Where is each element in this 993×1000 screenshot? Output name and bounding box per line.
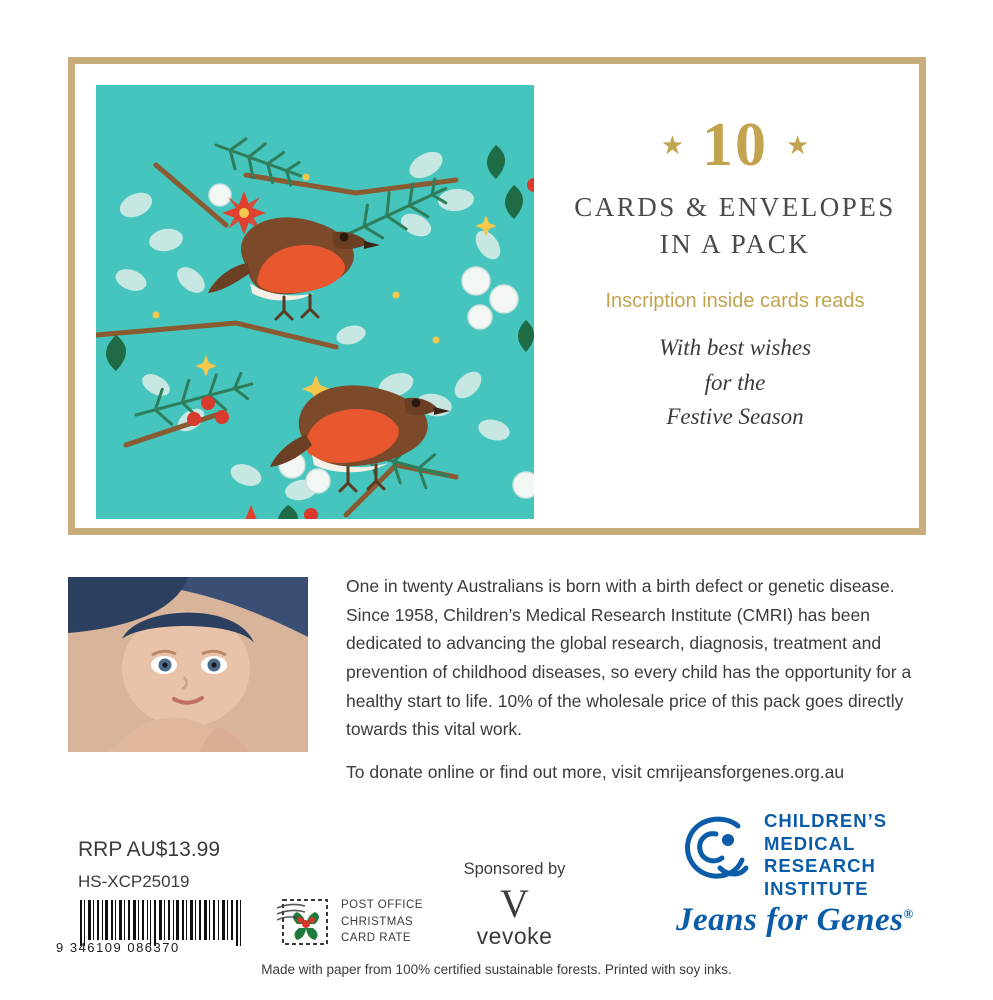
sponsor-label: Sponsored by [463, 860, 566, 878]
pack-info [555, 111, 915, 435]
star-right-icon: ★ [786, 130, 810, 160]
vevoke-logo-icon: V [500, 881, 529, 926]
product-panel [68, 57, 926, 535]
pack-line-2: IN A PACK [659, 229, 811, 259]
jeans-for-genes-logo [676, 902, 926, 939]
cmri-wordmark [764, 810, 887, 900]
post-office-line-2: CHRISTMAS [341, 915, 414, 928]
sponsor-name: vevoke [476, 923, 553, 949]
sku-code: HS-XCP25019 [78, 872, 190, 891]
post-office-text [341, 897, 423, 947]
inscription-line-2: for the [704, 369, 766, 395]
charity-text [346, 572, 941, 787]
jeans-for-genes-text: Jeans for Genes [676, 902, 904, 938]
baby-photo [68, 577, 308, 752]
post-office-line-3: CARD RATE [341, 932, 412, 945]
charity-paragraph-1: One in twenty Australians is born with a birth defect or genetic disease. Since 1958, Children’s Medical Research Institute (CMRI) has been dedicated to advancing the global research, diagnosis, treatment and prevention of childhood diseases, so every child has the opportunity for a healthy start to life. 10% of the wholesale price of this pack goes directly towards this vital work. [346, 576, 912, 740]
sponsor-block [437, 860, 592, 950]
cmri-line-1: CHILDREN’S [764, 810, 888, 831]
inscription-text [555, 331, 915, 435]
barcode-number: 9 346109 086370 [56, 940, 180, 955]
post-office-rate [277, 892, 427, 954]
sustainability-note: Made with paper from 100% certified sustainable forests. Printed with soy inks. [261, 962, 732, 977]
christmas-stamp-icon [277, 894, 335, 950]
inscription-line-1: With best wishes [658, 335, 812, 360]
cmri-mark-icon [676, 810, 754, 888]
inscription-line-3: Festive Season [666, 404, 804, 429]
pack-count-row [555, 111, 915, 179]
post-office-line-1: POST OFFICE [341, 899, 423, 911]
inscription-label: Inscription inside cards reads [605, 290, 865, 312]
pack-count: 10 [702, 111, 768, 179]
star-left-icon: ★ [660, 130, 684, 160]
robin-illustration-icon [96, 85, 534, 519]
charity-paragraph-2: To donate online or find out more, visit cmrijeansforgenes.org.au [346, 762, 845, 783]
cmri-logo [676, 806, 926, 946]
baby-portrait-icon [68, 577, 308, 752]
pack-line-1: CARDS & ENVELOPES [574, 192, 896, 222]
cmri-line-4: INSTITUTE [764, 877, 869, 899]
rrp-price: RRP AU$13.99 [78, 838, 221, 861]
card-artwork [96, 85, 534, 519]
cmri-line-3: RESEARCH [764, 855, 876, 877]
cmri-line-2: MEDICAL [764, 832, 856, 854]
registered-trademark-icon: ® [903, 906, 914, 921]
